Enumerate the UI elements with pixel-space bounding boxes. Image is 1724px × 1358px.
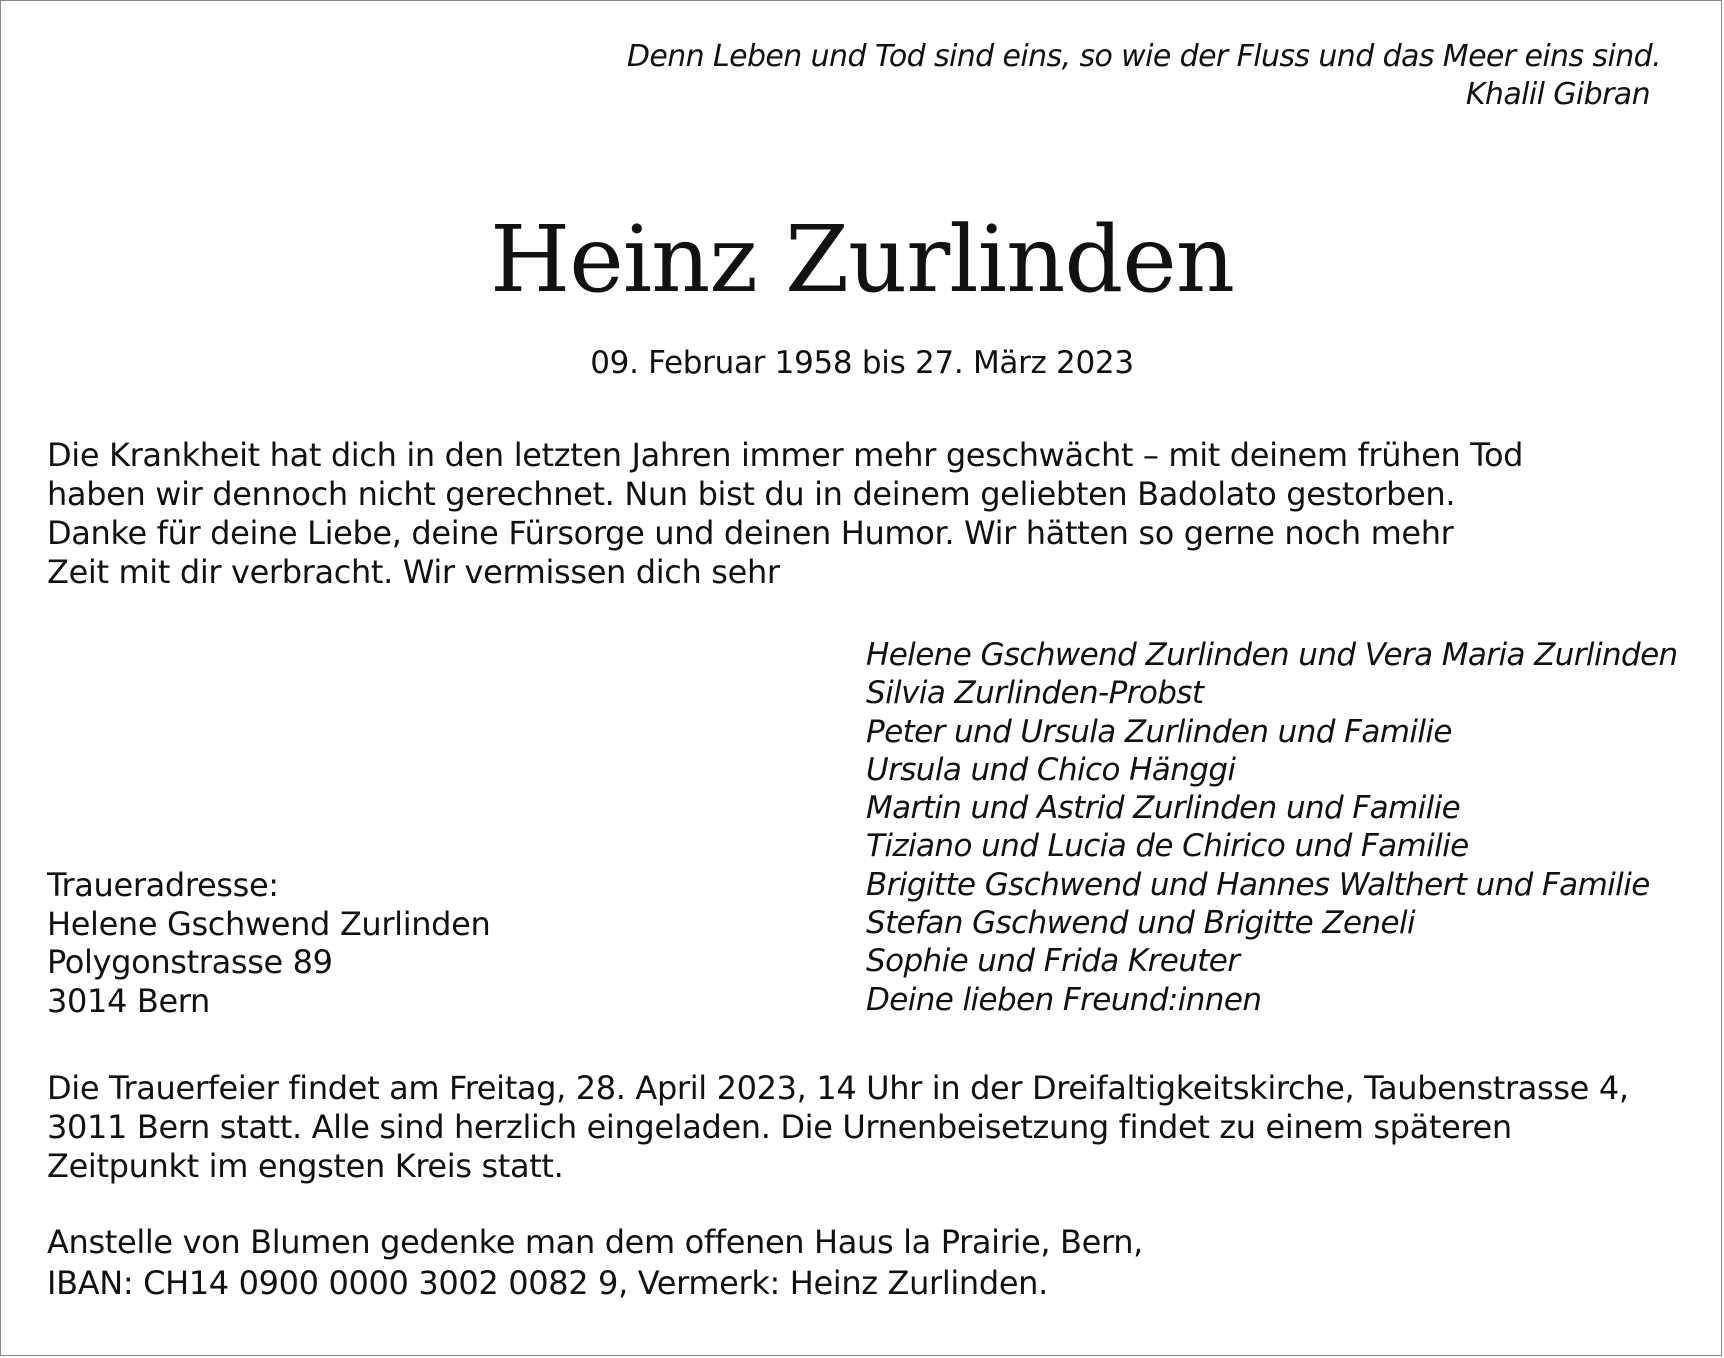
mourner-entry: Sophie und Frida Kreuter [866,943,1240,980]
quote-text: Denn Leben und Tod sind eins, so wie der Fluss und das Meer eins sind. [626,39,1661,74]
mourner-entry: Deine lieben Freund:innen [866,981,1262,1018]
mourner-entry: Ursula und Chico Hänggi [866,751,1236,788]
ceremony-line: Die Trauerfeier findet am Freitag, 28. April 2023, 14 Uhr in der Dreifaltigkeitskirche, Taubenstrasse 4, [47,1069,1629,1107]
address-city: 3014 Bern [47,981,210,1020]
mourner-entry: Stefan Gschwend und Brigitte Zeneli [866,905,1416,942]
donation-line: IBAN: CH14 0900 0000 3002 0082 9, Vermerk: Heinz Zurlinden. [47,1264,1048,1302]
address-label: Traueradresse: [47,866,279,904]
mourner-entry: Helene Gschwend Zurlinden und Vera Maria Zurlinden [866,637,1678,673]
deceased-name: Heinz Zurlinden [490,206,1234,313]
mourner-entry: Brigitte Gschwend und Hannes Walthert und Familie [866,866,1650,903]
mourner-entry: Tiziano und Lucia de Chirico und Familie [866,828,1469,865]
mourner-entry: Peter und Ursula Zurlinden und Familie [866,713,1452,750]
ceremony-notice [47,1069,1629,1186]
address-street: Polygonstrasse 89 [47,943,333,981]
address-name: Helene Gschwend Zurlinden [47,904,491,943]
mourners-list [866,636,1678,1019]
message-line: Zeit mit dir verbracht. Wir vermissen dich sehr [47,553,780,591]
message-line: Danke für deine Liebe, deine Fürsorge und deinen Humor. Wir hätten so gerne noch mehr [47,514,1454,552]
donation-notice [47,1222,1143,1304]
quote-author: Khalil Gibran [1465,77,1650,112]
donation-line: Anstelle von Blumen gedenke man dem offenen Haus la Prairie, Bern, [47,1223,1143,1261]
mourner-entry: Martin und Astrid Zurlinden und Familie [866,790,1461,827]
ceremony-line: Zeitpunkt im engsten Kreis statt. [47,1147,564,1185]
mourning-address [47,866,490,1020]
life-dates: 09. Februar 1958 bis 27. März 2023 [590,345,1134,381]
message-line: Die Krankheit hat dich in den letzten Jahren immer mehr geschwächt – mit deinem frühen Tod [47,436,1524,474]
farewell-message [47,436,1687,592]
ceremony-line: 3011 Bern statt. Alle sind herzlich eingeladen. Die Urnenbeisetzung findet zu einem späteren [47,1108,1512,1146]
message-line: haben wir dennoch nicht gerechnet. Nun bist du in deinem geliebten Badolato gestorben. [47,475,1456,513]
mourner-entry: Silvia Zurlinden-Probst [866,675,1204,712]
epigraph-quote [627,38,1661,114]
